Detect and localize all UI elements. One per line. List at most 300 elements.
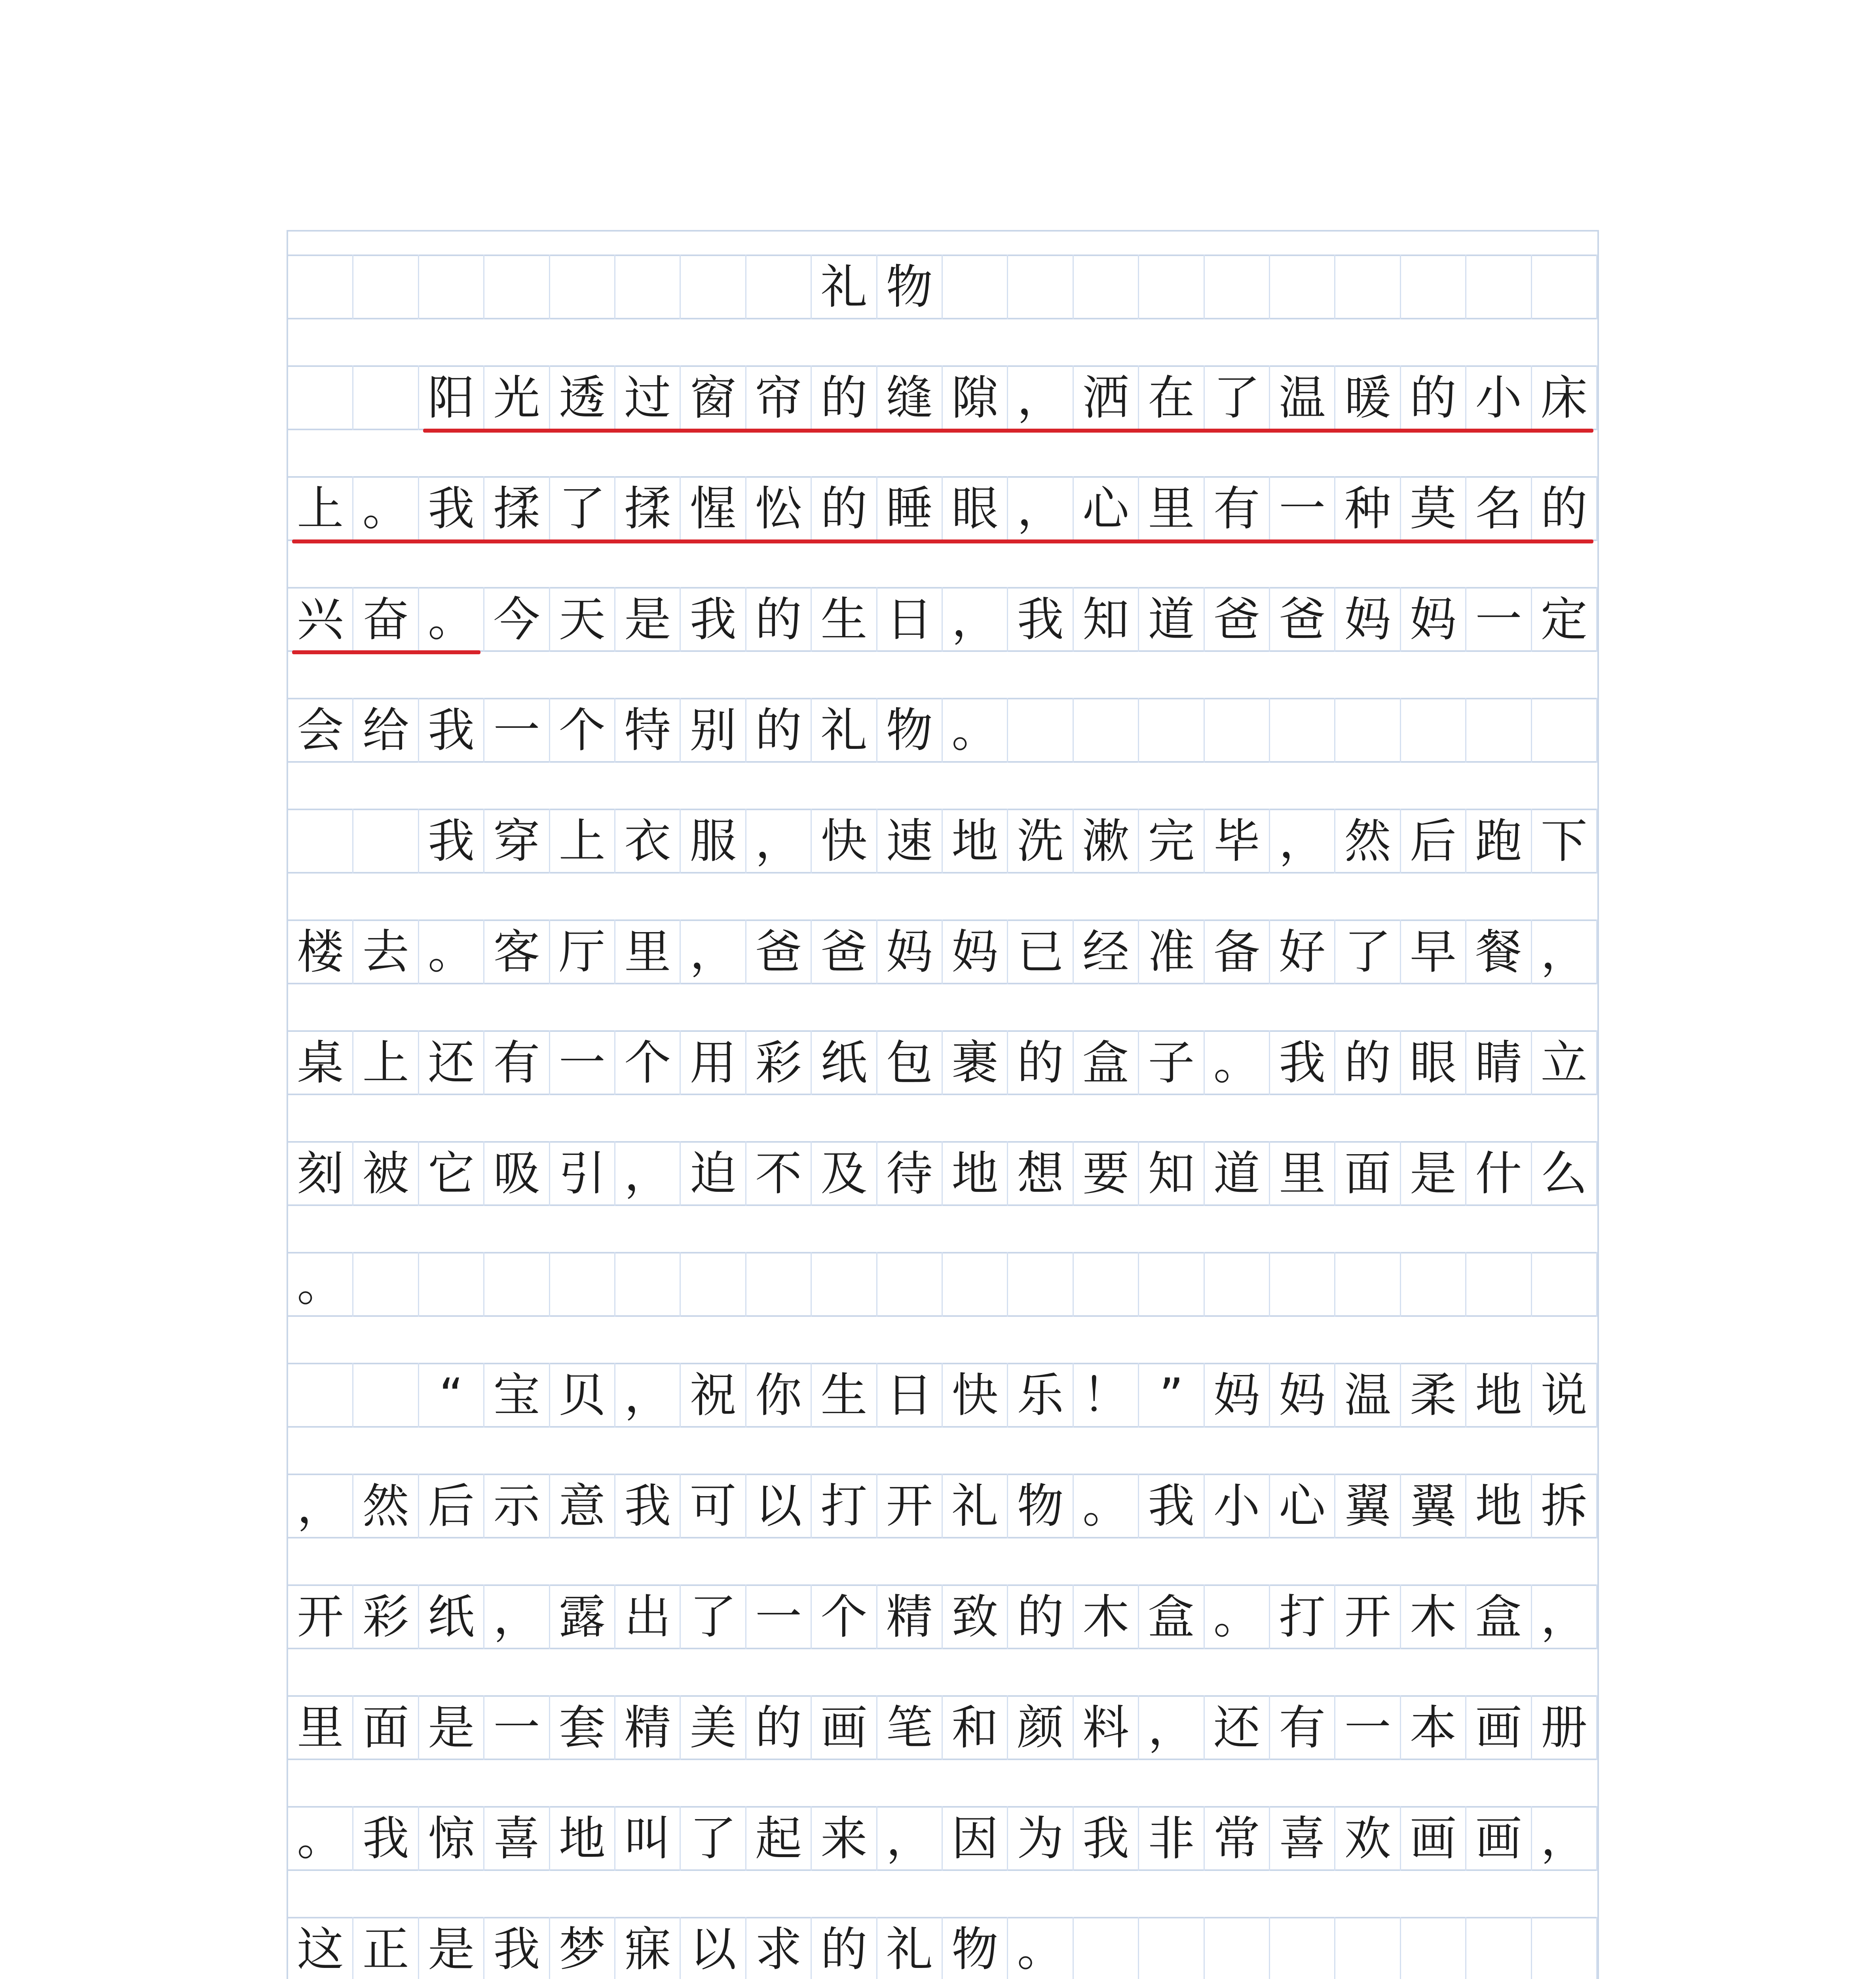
char-cell: ，	[1532, 1584, 1597, 1649]
char-cell: 纸	[419, 1584, 484, 1649]
char-cell: 一	[1335, 1695, 1401, 1760]
char-cell: ，	[746, 809, 812, 874]
char-cell	[288, 809, 353, 874]
char-cell: 面	[353, 1695, 419, 1760]
char-cell	[1074, 1252, 1139, 1317]
char-cell: 里	[615, 919, 681, 984]
char-cell	[1008, 254, 1073, 319]
char-cell: 套	[550, 1695, 615, 1760]
char-cell: 我	[1139, 1474, 1204, 1538]
char-cell: 致	[943, 1584, 1008, 1649]
char-cell: 眼	[1401, 1030, 1466, 1095]
char-cell	[1139, 1917, 1204, 1979]
char-cell: 定	[1532, 587, 1597, 652]
char-cell: 美	[681, 1695, 746, 1760]
char-cell: 正	[353, 1917, 419, 1979]
char-cell	[1532, 1252, 1597, 1317]
char-cell: 一	[484, 698, 550, 763]
char-cell: 然	[353, 1474, 419, 1538]
char-cell: 礼	[943, 1474, 1008, 1538]
text-row	[288, 1340, 1597, 1451]
char-cell: 还	[1205, 1695, 1270, 1760]
char-cell: 有	[1270, 1695, 1335, 1760]
char-cell: 的	[1532, 476, 1597, 541]
char-cell: 天	[550, 587, 615, 652]
char-cell	[1401, 1917, 1466, 1979]
char-cell: 意	[550, 1474, 615, 1538]
char-cell: 穿	[484, 809, 550, 874]
char-cell: 备	[1205, 919, 1270, 984]
char-cell: 的	[812, 365, 877, 430]
char-cell: 上	[288, 476, 353, 541]
char-cell: 册	[1532, 1695, 1597, 1760]
char-cell: 纸	[812, 1030, 877, 1095]
char-cell: 的	[1008, 1584, 1073, 1649]
char-cell: 这	[288, 1917, 353, 1979]
char-cell: 是	[1401, 1141, 1466, 1206]
char-cell: 。	[288, 1252, 353, 1317]
char-cell: 妈	[1401, 587, 1466, 652]
char-cell: 立	[1532, 1030, 1597, 1095]
char-cell: 餐	[1466, 919, 1532, 984]
char-cell: ，	[1008, 476, 1073, 541]
char-cell: 乐	[1008, 1363, 1073, 1428]
char-cell: 和	[943, 1695, 1008, 1760]
char-cell: 爸	[812, 919, 877, 984]
char-cell: 隙	[943, 365, 1008, 430]
char-cell: 里	[288, 1695, 353, 1760]
char-cell: 常	[1205, 1806, 1270, 1871]
char-cell: 上	[353, 1030, 419, 1095]
char-cell: 个	[550, 698, 615, 763]
char-cell: 说	[1532, 1363, 1597, 1428]
char-cell: 我	[353, 1806, 419, 1871]
char-cell: 桌	[288, 1030, 353, 1095]
char-cell	[1532, 698, 1597, 763]
char-cell: 我	[419, 476, 484, 541]
char-cell: 面	[1335, 1141, 1401, 1206]
text-row	[288, 1118, 1597, 1229]
char-cell: 了	[1205, 365, 1270, 430]
char-cell: 兴	[288, 587, 353, 652]
char-cell	[812, 1252, 877, 1317]
char-cell: 的	[746, 587, 812, 652]
char-cell: 盒	[1466, 1584, 1532, 1649]
char-cell: 透	[550, 365, 615, 430]
char-cell: ，	[877, 1806, 943, 1871]
char-cell: 生	[812, 587, 877, 652]
char-cell: 可	[681, 1474, 746, 1538]
char-cell	[1466, 1917, 1532, 1979]
char-cell	[615, 254, 681, 319]
char-cell	[1074, 254, 1139, 319]
text-row	[288, 896, 1597, 1007]
char-cell: 礼	[812, 698, 877, 763]
char-cell: 出	[615, 1584, 681, 1649]
char-cell: 厅	[550, 919, 615, 984]
char-cell: ，	[943, 587, 1008, 652]
char-cell: ，	[1008, 365, 1073, 430]
char-cell: 贝	[550, 1363, 615, 1428]
char-cell: 物	[877, 254, 943, 319]
char-cell: 道	[1205, 1141, 1270, 1206]
char-cell: 欢	[1335, 1806, 1401, 1871]
char-cell: 的	[812, 476, 877, 541]
char-cell: 小	[1205, 1474, 1270, 1538]
char-cell	[1401, 698, 1466, 763]
char-cell: 包	[877, 1030, 943, 1095]
char-cell: 今	[484, 587, 550, 652]
char-cell	[943, 1252, 1008, 1317]
char-cell: 种	[1335, 476, 1401, 541]
char-cell: 洗	[1008, 809, 1073, 874]
char-cell: 子	[1139, 1030, 1204, 1095]
char-cell	[288, 1363, 353, 1428]
char-cell: 物	[943, 1917, 1008, 1979]
char-cell: 妈	[1205, 1363, 1270, 1428]
char-cell: 道	[1139, 587, 1204, 652]
char-cell: 地	[1466, 1474, 1532, 1538]
char-cell: 木	[1401, 1584, 1466, 1649]
char-cell: 是	[419, 1917, 484, 1979]
char-cell: 缝	[877, 365, 943, 430]
char-cell: 精	[877, 1584, 943, 1649]
char-cell: ”	[1139, 1363, 1204, 1428]
char-cell: 。	[419, 919, 484, 984]
red-underline	[423, 429, 1593, 433]
char-cell: 翼	[1401, 1474, 1466, 1538]
char-cell	[1270, 1252, 1335, 1317]
char-cell: 开	[288, 1584, 353, 1649]
char-cell: 给	[353, 698, 419, 763]
char-cell: ，	[1139, 1695, 1204, 1760]
char-cell	[1335, 254, 1401, 319]
char-cell	[1139, 254, 1204, 319]
text-row	[288, 1894, 1597, 1979]
char-cell: 宝	[484, 1363, 550, 1428]
char-cell: 要	[1074, 1141, 1139, 1206]
text-row	[288, 786, 1597, 896]
char-cell: 盒	[1074, 1030, 1139, 1095]
char-cell: 完	[1139, 809, 1204, 874]
char-cell	[1532, 1917, 1597, 1979]
char-cell: 精	[615, 1695, 681, 1760]
char-cell: 跑	[1466, 809, 1532, 874]
char-cell: 开	[1335, 1584, 1401, 1649]
char-cell: 地	[550, 1806, 615, 1871]
char-cell: 准	[1139, 919, 1204, 984]
char-cell	[1466, 1252, 1532, 1317]
char-cell: 是	[419, 1695, 484, 1760]
char-cell: 么	[1532, 1141, 1597, 1206]
char-cell	[1205, 1917, 1270, 1979]
char-cell: 示	[484, 1474, 550, 1538]
char-cell: 的	[1401, 365, 1466, 430]
char-cell: 下	[1532, 809, 1597, 874]
char-cell	[1139, 698, 1204, 763]
char-cell: 已	[1008, 919, 1073, 984]
char-cell: 待	[877, 1141, 943, 1206]
text-row	[288, 1229, 1597, 1340]
char-cell: 裹	[943, 1030, 1008, 1095]
char-cell	[681, 254, 746, 319]
char-cell: 画	[812, 1695, 877, 1760]
char-cell: 露	[550, 1584, 615, 1649]
char-cell	[1401, 1252, 1466, 1317]
char-cell: 的	[746, 698, 812, 763]
char-cell: 翼	[1335, 1474, 1401, 1538]
char-cell	[1270, 698, 1335, 763]
char-cell: 引	[550, 1141, 615, 1206]
char-cell: 刻	[288, 1141, 353, 1206]
char-cell	[419, 254, 484, 319]
text-row	[288, 453, 1597, 564]
char-cell: 快	[943, 1363, 1008, 1428]
char-cell: 日	[877, 1363, 943, 1428]
char-cell: 的	[812, 1917, 877, 1979]
text-row	[288, 342, 1597, 453]
char-cell: 妈	[1335, 587, 1401, 652]
char-cell: ，	[1532, 919, 1597, 984]
char-cell: 彩	[353, 1584, 419, 1649]
char-cell: 地	[1466, 1363, 1532, 1428]
text-row	[288, 1007, 1597, 1118]
char-cell: 个	[615, 1030, 681, 1095]
char-cell: 物	[877, 698, 943, 763]
char-cell: 你	[746, 1363, 812, 1428]
char-cell: 会	[288, 698, 353, 763]
char-cell	[353, 254, 419, 319]
char-cell: 求	[746, 1917, 812, 1979]
char-cell: 去	[353, 919, 419, 984]
char-cell: 奋	[353, 587, 419, 652]
char-cell: 日	[877, 587, 943, 652]
char-cell: 温	[1335, 1363, 1401, 1428]
char-cell: 我	[1074, 1806, 1139, 1871]
char-cell: 客	[484, 919, 550, 984]
red-underline	[292, 539, 1593, 543]
char-cell: 彩	[746, 1030, 812, 1095]
char-cell	[550, 254, 615, 319]
char-cell: 还	[419, 1030, 484, 1095]
char-cell: 及	[812, 1141, 877, 1206]
char-cell: 颜	[1008, 1695, 1073, 1760]
char-cell	[484, 1252, 550, 1317]
char-cell: 打	[812, 1474, 877, 1538]
char-cell: 。	[1205, 1030, 1270, 1095]
char-cell: 帘	[746, 365, 812, 430]
char-cell	[1466, 254, 1532, 319]
char-cell: 。	[1074, 1474, 1139, 1538]
title-row	[288, 232, 1597, 342]
char-cell	[353, 1252, 419, 1317]
char-cell: 里	[1270, 1141, 1335, 1206]
char-cell: 心	[1074, 476, 1139, 541]
char-cell: 木	[1074, 1584, 1139, 1649]
char-cell: 。	[943, 698, 1008, 763]
char-cell	[353, 809, 419, 874]
char-cell: 礼	[877, 1917, 943, 1979]
char-cell: 非	[1139, 1806, 1204, 1871]
char-cell: 光	[484, 365, 550, 430]
char-cell: 里	[1139, 476, 1204, 541]
char-cell: 窗	[681, 365, 746, 430]
char-cell: 爸	[1270, 587, 1335, 652]
char-cell: 我	[1270, 1030, 1335, 1095]
text-row	[288, 1451, 1597, 1561]
char-cell: 祝	[681, 1363, 746, 1428]
char-cell: 惺	[681, 476, 746, 541]
char-cell: 。	[1205, 1584, 1270, 1649]
char-cell: 它	[419, 1141, 484, 1206]
char-cell	[484, 254, 550, 319]
char-cell: 揉	[484, 476, 550, 541]
char-cell: 特	[615, 698, 681, 763]
char-cell: 喜	[1270, 1806, 1335, 1871]
char-cell: 物	[1008, 1474, 1073, 1538]
char-cell: 上	[550, 809, 615, 874]
char-cell	[1270, 254, 1335, 319]
char-cell	[1205, 254, 1270, 319]
char-cell: 起	[746, 1806, 812, 1871]
char-cell: 迫	[681, 1141, 746, 1206]
char-cell: 以	[746, 1474, 812, 1538]
char-cell: 有	[484, 1030, 550, 1095]
char-cell	[353, 365, 419, 430]
char-cell: 什	[1466, 1141, 1532, 1206]
text-row	[288, 1783, 1597, 1894]
char-cell	[288, 365, 353, 430]
char-cell: 衣	[615, 809, 681, 874]
char-cell: 速	[877, 809, 943, 874]
char-cell	[1335, 1917, 1401, 1979]
char-cell: ！	[1074, 1363, 1139, 1428]
char-cell: 莫	[1401, 476, 1466, 541]
char-cell	[1335, 1252, 1401, 1317]
char-cell: 开	[877, 1474, 943, 1538]
char-cell: 因	[943, 1806, 1008, 1871]
char-cell: 用	[681, 1030, 746, 1095]
char-cell: 别	[681, 698, 746, 763]
char-cell	[419, 1252, 484, 1317]
char-cell	[1008, 1252, 1073, 1317]
char-cell: 为	[1008, 1806, 1073, 1871]
char-cell: 然	[1335, 809, 1401, 874]
char-cell: 睛	[1466, 1030, 1532, 1095]
char-cell: ，	[1532, 1806, 1597, 1871]
char-cell	[746, 1252, 812, 1317]
char-cell: 料	[1074, 1695, 1139, 1760]
char-cell: ，	[615, 1363, 681, 1428]
char-cell: 以	[681, 1917, 746, 1979]
char-cell: 拆	[1532, 1474, 1597, 1538]
char-cell: 暖	[1335, 365, 1401, 430]
char-cell: 爸	[1205, 587, 1270, 652]
char-cell: 的	[1008, 1030, 1073, 1095]
char-cell: 眼	[943, 476, 1008, 541]
char-cell: ，	[681, 919, 746, 984]
char-cell: 过	[615, 365, 681, 430]
char-cell: 快	[812, 809, 877, 874]
red-underline	[292, 650, 480, 654]
char-cell: 后	[1401, 809, 1466, 874]
char-cell: 睡	[877, 476, 943, 541]
char-cell: 名	[1466, 476, 1532, 541]
char-cell: 画	[1401, 1806, 1466, 1871]
char-cell: 揉	[615, 476, 681, 541]
char-cell: 叫	[615, 1806, 681, 1871]
char-cell: 后	[419, 1474, 484, 1538]
grid-paper-sheet	[287, 230, 1599, 1979]
char-cell	[615, 1252, 681, 1317]
char-cell: 心	[1270, 1474, 1335, 1538]
char-cell: 漱	[1074, 809, 1139, 874]
char-cell: 了	[681, 1584, 746, 1649]
char-cell: 寐	[615, 1917, 681, 1979]
char-cell	[288, 254, 353, 319]
char-cell: 画	[1466, 1695, 1532, 1760]
char-cell	[1139, 1252, 1204, 1317]
char-cell	[550, 1252, 615, 1317]
char-cell	[1532, 254, 1597, 319]
char-cell: 。	[419, 587, 484, 652]
char-cell: 的	[1335, 1030, 1401, 1095]
char-cell: 在	[1139, 365, 1204, 430]
char-cell: 。	[1008, 1917, 1073, 1979]
char-cell: 打	[1270, 1584, 1335, 1649]
char-cell: ，	[1270, 809, 1335, 874]
char-cell: 。	[353, 476, 419, 541]
char-cell: 洒	[1074, 365, 1139, 430]
char-cell: 地	[943, 809, 1008, 874]
char-cell: 楼	[288, 919, 353, 984]
char-cell: 一	[746, 1584, 812, 1649]
char-cell: 了	[681, 1806, 746, 1871]
char-cell	[1074, 1917, 1139, 1979]
char-cell	[1205, 698, 1270, 763]
char-cell: 妈	[1270, 1363, 1335, 1428]
char-cell: 喜	[484, 1806, 550, 1871]
char-cell: 被	[353, 1141, 419, 1206]
char-cell: 知	[1139, 1141, 1204, 1206]
char-cell: 。	[288, 1806, 353, 1871]
text-row	[288, 1561, 1597, 1672]
char-cell: “	[419, 1363, 484, 1428]
char-cell: 个	[812, 1584, 877, 1649]
char-cell: 知	[1074, 587, 1139, 652]
char-cell	[1335, 698, 1401, 763]
char-cell	[1074, 698, 1139, 763]
char-cell	[877, 1252, 943, 1317]
char-cell: 了	[550, 476, 615, 541]
char-cell: 吸	[484, 1141, 550, 1206]
char-cell: 我	[419, 698, 484, 763]
char-cell: 了	[1335, 919, 1401, 984]
char-cell: 阳	[419, 365, 484, 430]
char-cell: 盒	[1139, 1584, 1204, 1649]
char-cell	[681, 1252, 746, 1317]
text-row	[288, 675, 1597, 786]
char-cell	[1008, 698, 1073, 763]
char-cell	[353, 1363, 419, 1428]
char-cell	[1205, 1252, 1270, 1317]
char-cell: 梦	[550, 1917, 615, 1979]
char-cell: 我	[484, 1917, 550, 1979]
text-row	[288, 564, 1597, 675]
char-cell: 一	[1466, 587, 1532, 652]
char-cell: 的	[746, 1695, 812, 1760]
char-cell: 柔	[1401, 1363, 1466, 1428]
